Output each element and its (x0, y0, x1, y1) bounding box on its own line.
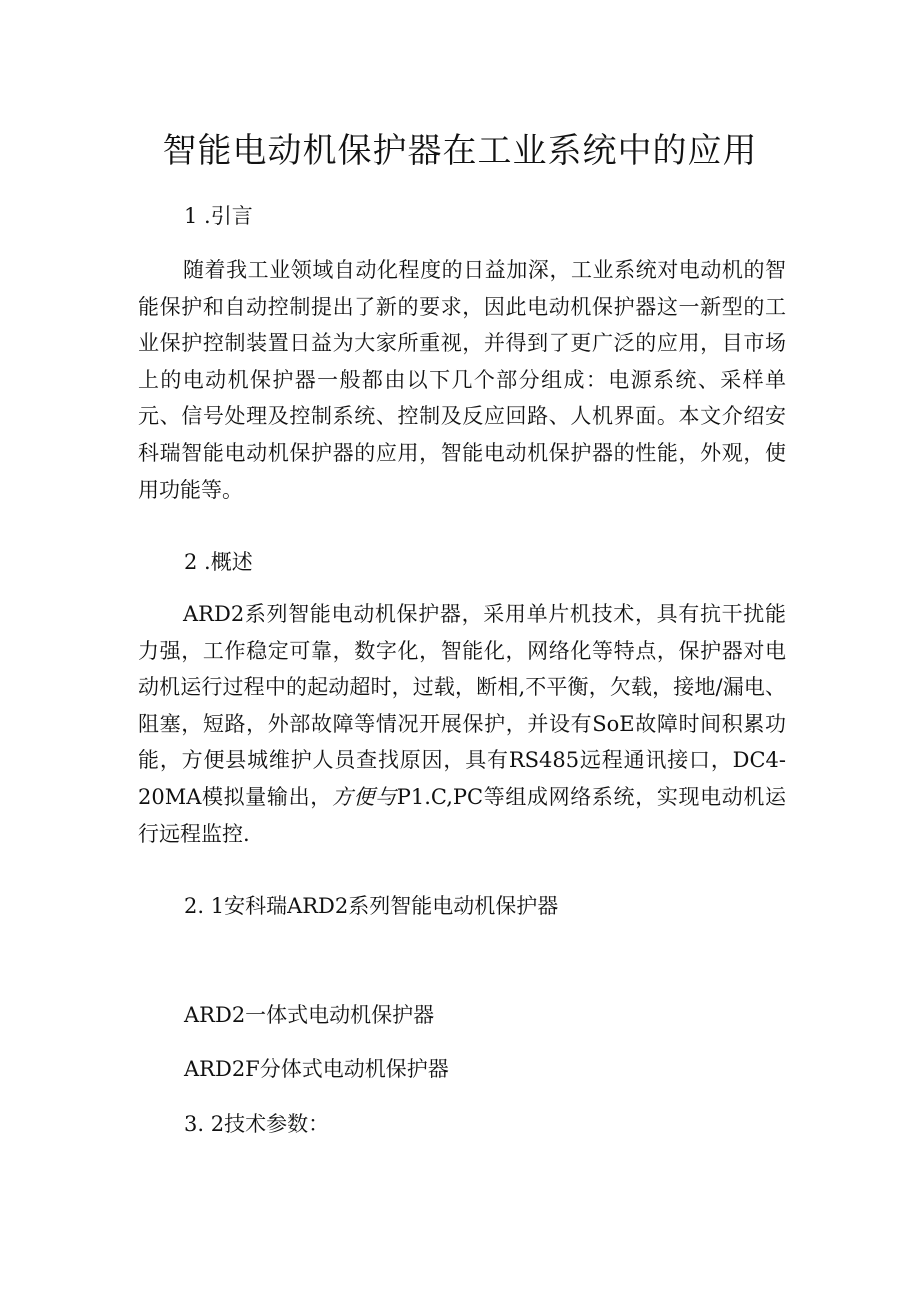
document-title: 智能电动机保护器在工业系统中的应用 (162, 131, 758, 171)
overview-text-part2: P1.C,PC等组成网络系统，实现电动机运行远程监控. (138, 784, 787, 846)
overview-paragraph (138, 596, 786, 852)
overview-text-part1: ARD2系列智能电动机保护器，采用单片机技术，具有抗干扰能力强，工作稳定可靠，数字化，智能化，网络化等特点，保护器对电动机运行过程中的起动超时，过载，断相,不平衡，欠载，接地/漏电、阻塞，短路，外部故障等情况开展保护，并设有SoE故障时间积累功能，方便县城维护人员查找原因，具有RS485远程通讯接口，DC4-20MA模拟量输出， (138, 602, 786, 809)
overview-text-italic: 方便与 (331, 784, 397, 809)
section-heading-2-1: 2. 1安科瑞ARD2系列智能电动机保护器 (184, 894, 559, 918)
section-heading-3-2: 3. 2技术参数： (184, 1112, 330, 1136)
product-item-ard2f: ARD2F分体式电动机保护器 (184, 1057, 449, 1081)
introduction-paragraph: 随着我工业领域自动化程度的日益加深，工业系统对电动机的智能保护和自动控制提出了新的要求，因此电动机保护器这一新型的工业保护控制装置日益为大家所重视，并得到了更广泛的应用，目市场上的电动机保护器一般都由以下几个部分组成：电源系统、采样单元、信号处理及控制系统、控制及反应回路、人机界面。本文介绍安科瑞智能电动机保护器的应用，智能电动机保护器的性能，外观，使用功能等。 (138, 258, 786, 502)
product-item-ard2: ARD2一体式电动机保护器 (184, 1003, 435, 1027)
section-heading-overview: 2 .概述 (184, 550, 253, 574)
section-heading-introduction: 1 .引言 (184, 204, 253, 228)
